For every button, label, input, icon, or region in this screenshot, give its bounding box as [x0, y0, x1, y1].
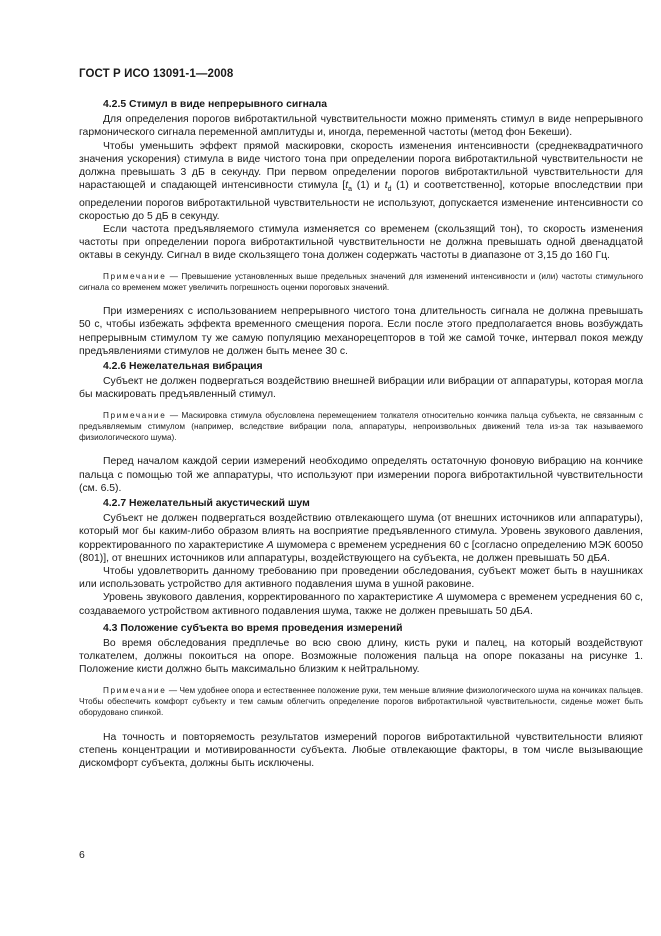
- text-run: Чтобы уменьшить эффект прямой маскировки, скорость изменения интенсивности (среднеквадратичного значения ускорения) стимула в виде чистого тона при определении порога вибротактильной чувствительности не должна превышать 3 дБ в секунду. При первом определении порогов вибротактильной чувствительности для нарастающей и спадающей интенсивности стимула [: [79, 140, 643, 192]
- note-label: Примечание: [103, 685, 167, 695]
- paragraph: На точность и повторяемость результатов измерений порогов вибротактильной чувствительности влияют степень концентрации и мотивированности субъекта. Любые отвлекающие факторы, в том числе вызывающие дискомфорт субъекта, должны быть исключены.: [79, 731, 643, 769]
- paragraph: [79, 140, 643, 223]
- note-label: Примечание: [103, 271, 167, 281]
- symbol-a: А: [523, 605, 530, 617]
- symbol-a: А: [266, 539, 274, 551]
- document-body: [79, 98, 643, 770]
- text-run: (1) и: [352, 180, 385, 192]
- page-number: 6: [79, 850, 85, 861]
- paragraph: [79, 512, 643, 565]
- document-header: ГОСТ Р ИСО 13091-1—2008: [79, 68, 234, 80]
- paragraph: Чтобы удовлетворить данному требованию при проведении обследования, субъект может быть в наушниках или использовать устройство для активного подавления шума в ушной раковине.: [79, 566, 643, 591]
- paragraph: Перед началом каждой серии измерений необходимо определять остаточную фоновую вибрацию на кончике пальца с помощью той же аппаратуры, что используют при измерении порога вибротактильной чувствительности (см. 6.5).: [79, 456, 643, 494]
- text-run: Субъект не должен подвергаться воздействию отвлекающего шума (от внешних источников или аппаратуры), который мог бы каким-либо образом влиять на восприятие предъявленного стимула. Уровень звукового давления, корректированного по характеристике: [79, 513, 643, 551]
- note-text: — Маскировка стимула обусловлена перемещением толкателя относительно кончика пальца субъекта, не связанным с предъявляемым стимулом (например, вследствие вибрации пола, аппаратуры, непроизвольных движений тела из-за так называемого физиологического шума).: [79, 410, 643, 443]
- subscript: d: [387, 186, 392, 194]
- symbol-a: А: [436, 592, 444, 604]
- section-heading-4-2-7: 4.2.7 Нежелательный акустический шум: [103, 498, 310, 510]
- paragraph: Во время обследования предплечье во всю свою длину, кисть руки и палец, на который воздействуют толкателем, должны покоиться на опоре. Возможные положения пальца на опоре показаны на рисунке 1. Положение кисти должно быть максимально близким к нейтральному.: [79, 638, 643, 676]
- paragraph: При измерениях с использованием непрерывного чистого тона длительность сигнала не должна превышать 50 с, чтобы избежать эффекта временного смещения порога. Если после этого предполагается вновь возбуждать непрерывным стимулом ту же самую популяцию механорецепторов в той же самой точке, интервал покоя между предъявлениями стимулов не должен быть менее 30 с.: [79, 306, 643, 357]
- paragraph: Субъект не должен подвергаться воздействию внешней вибрации или вибрации от аппаратуры, которая могла бы маскировать предъявленный стимул.: [79, 376, 643, 401]
- note-text: — Превышение установленных выше предельных значений для изменений интенсивности и (или) частоты стимульного сигнала со временем может увеличить погрешность оценки пороговых значений.: [79, 271, 643, 292]
- note-label: Примечание: [103, 410, 167, 420]
- symbol-t: t: [345, 180, 349, 192]
- section-heading-4-2-5: 4.2.5 Стимул в виде непрерывного сигнала: [103, 99, 328, 110]
- text-run: .: [607, 552, 611, 564]
- note: [79, 685, 643, 719]
- symbol-t: t: [384, 180, 388, 192]
- subscript: a: [348, 186, 353, 194]
- text-run: (1) и соответственно], которые впоследствии при определении порогов вибротактильной чувствительности не используют, допускается изменение интенсивности со скоростью до 5 дБ в секунду.: [79, 180, 643, 222]
- note: [79, 271, 643, 294]
- symbol-a: А: [600, 552, 608, 564]
- paragraph: Если частота предъявляемого стимула изменяется со временем (скользящий тон), то скорость изменения частоты при определении порога вибротактильной чувствительности не должна превышать одной двенадцатой октавы в секунду. Сигнал в виде скользящего тона должен содержать частоты в диапазоне от 3,15 до 160 Гц.: [79, 223, 643, 262]
- note: [79, 410, 643, 444]
- paragraph: Для определения порогов вибротактильной чувствительности можно применять стимул в виде непрерывного гармонического сигнала переменной амплитуды и, иногда, переменной частоты (метод фон Бекеши).: [79, 114, 643, 139]
- text-run: шумомера с временем усреднения 60 с [согласно определению МЭК 60050 (801)], от внешних источников или аппаратуры, воздействующего на субъекта, не должен превышать 50 дБ: [79, 539, 644, 564]
- text-run: Уровень звукового давления, корректированного по характеристике: [103, 592, 437, 604]
- text-run: шумомера с временем усреднения 60 с, создаваемого устройством активного подавления шума, также не должен превышать 50 дБ: [79, 592, 643, 617]
- text-run: .: [530, 605, 533, 617]
- section-heading-4-2-6: 4.2.6 Нежелательная вибрация: [103, 360, 263, 372]
- paragraph: [79, 591, 643, 617]
- section-heading-4-3: 4.3 Положение субъекта во время проведения измерений: [103, 622, 403, 634]
- note-text: — Чем удобнее опора и естественнее положение руки, тем меньше влияние физиологического шума на кончиках пальцев. Чтобы обеспечить комфорт субъекту и тем самым облегчить определение порогов вибротактильной чувствительности, сиденье может быть оборудовано спинкой.: [79, 685, 643, 718]
